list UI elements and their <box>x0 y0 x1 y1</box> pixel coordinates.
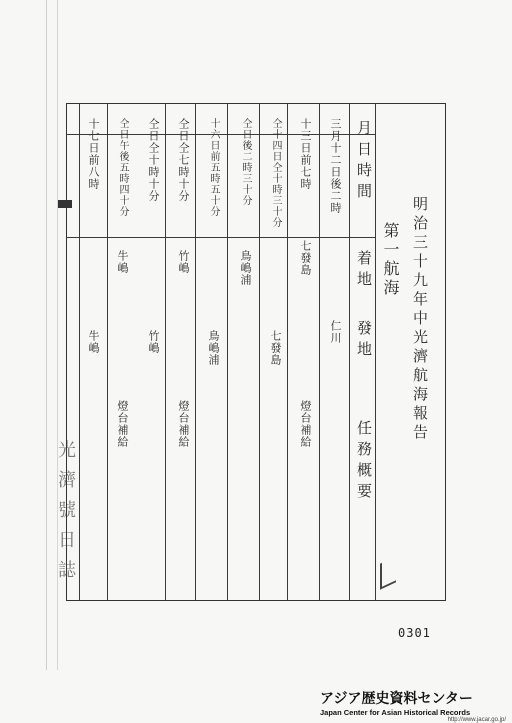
header-duty: 任務概要 <box>355 420 373 504</box>
row-duty: 燈台補給 <box>299 400 312 448</box>
page-number: 0301 <box>398 626 431 640</box>
jacar-logo <box>320 688 510 723</box>
column-line <box>319 104 320 600</box>
section-heading: 第一航海 <box>381 222 400 298</box>
column-line <box>165 104 166 600</box>
row-date: 十七日前八時 <box>87 118 100 190</box>
column-line <box>287 104 288 600</box>
row-date: 仝日午後五時四十分 <box>117 118 128 217</box>
jacar-name-en: Japan Center for Asian Historical Records <box>320 708 471 717</box>
row-date: 仝日仝七時十分 <box>177 118 190 202</box>
row-arrival: 七發島 <box>299 240 312 276</box>
row-duty: 燈台補給 <box>177 400 190 448</box>
row-date: 十三日前七時 <box>299 118 312 190</box>
row-departure: 仁川 <box>329 320 342 344</box>
row-departure: 竹嶋 <box>147 330 160 354</box>
column-line <box>79 104 80 600</box>
row-date: 三月十二日後二時 <box>329 118 342 214</box>
jacar-name-ja: アジア歴史資料センター <box>320 691 473 707</box>
column-line <box>349 104 350 600</box>
row-departure: 牛嶋 <box>87 330 100 354</box>
header-departure: 發地 <box>355 320 373 362</box>
margin-text: 光濟號日誌 <box>55 440 76 590</box>
row-duty: 燈台補給 <box>116 400 129 448</box>
row-date: 仝十四日仝十時三十分 <box>270 118 281 228</box>
row-date: 仝日後二時三十分 <box>240 118 251 206</box>
header-arrival: 着地 <box>355 250 373 292</box>
column-line <box>227 104 228 600</box>
row-departure: 七發島 <box>269 330 282 366</box>
section-rule <box>67 237 375 238</box>
column-line <box>259 104 260 600</box>
row-date: 十六日前五時五十分 <box>208 118 219 217</box>
row-arrival: 竹嶋 <box>177 250 190 274</box>
header-date: 月日時間 <box>355 120 373 204</box>
column-line <box>107 104 108 600</box>
column-line <box>195 104 196 600</box>
column-line <box>375 104 376 600</box>
report-title: 明治三十九年中光濟航海報告 <box>411 196 429 443</box>
jacar-url: http://www.jacar.go.jp/ <box>447 717 506 723</box>
row-date: 仝日仝十時十分 <box>147 118 160 202</box>
row-arrival: 牛嶋 <box>116 250 129 274</box>
row-departure: 鳥嶋浦 <box>207 330 220 366</box>
row-arrival: 鳥嶋浦 <box>239 250 252 286</box>
